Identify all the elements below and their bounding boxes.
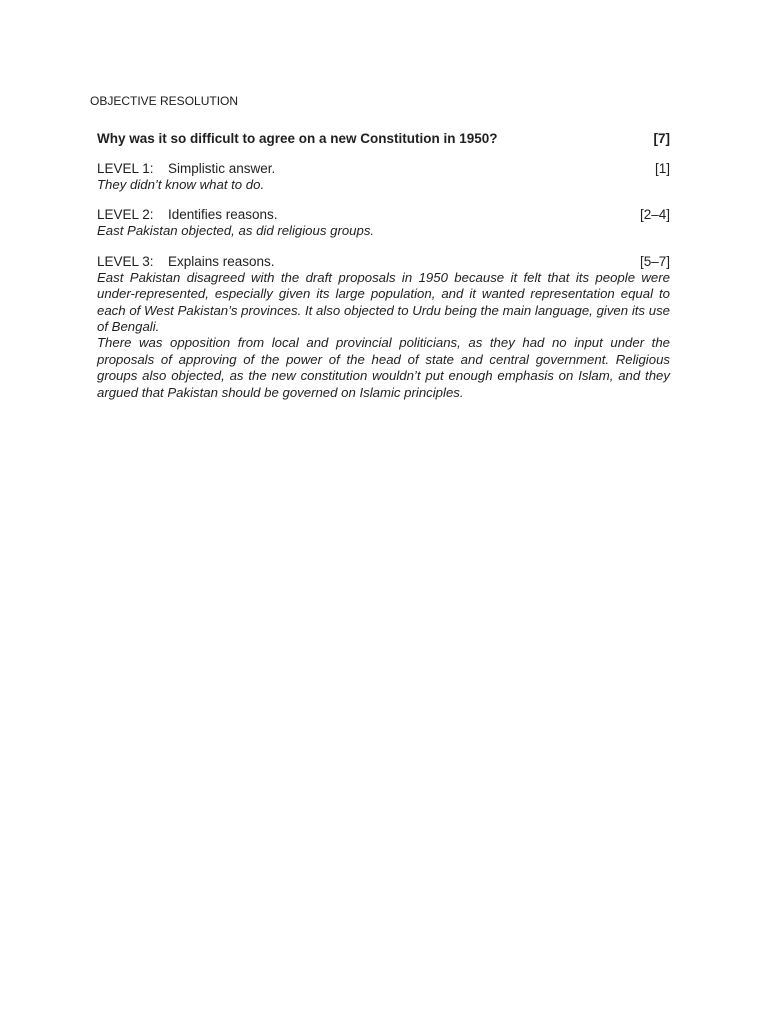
answer-paragraph: East Pakistan disagreed with the draft proposals in 1950 because it felt that its people were under-represented, especially given its large population, and it wanted representation equal to each of West Pakistan’s provinces. It also objected to Urdu being the main language, given its use of Bengali. [97, 269, 670, 335]
answer-paragraph: There was opposition from local and provincial politicians, as they had no input under the proposals of approving of the power of the head of state and central government. Religious groups also objected, as the new constitution wouldn’t put enough emphasis on Islam, and they argued that Pakistan should be governed on Islamic principles. [97, 335, 670, 400]
question-row [97, 130, 670, 148]
document-heading: OBJECTIVE RESOLUTION [90, 94, 239, 108]
level-label: LEVEL 2: [97, 207, 154, 223]
question-marks: [7] [653, 131, 670, 146]
level-1 [97, 160, 670, 193]
level-header [97, 160, 670, 177]
answer-paragraph: East Pakistan objected, as did religious groups. [97, 223, 375, 239]
level-answer [97, 270, 670, 401]
level-descriptor: Explains reasons. [168, 253, 275, 269]
question-text: Why was it so difficult to agree on a new Constitution in 1950? [97, 131, 498, 146]
level-answer [97, 223, 670, 239]
level-descriptor: Identifies reasons. [168, 207, 278, 223]
mark-scheme-image [97, 130, 670, 414]
level-label: LEVEL 3: [97, 253, 154, 269]
answer-paragraph: They didn’t know what to do. [97, 177, 265, 192]
level-label: LEVEL 1: [97, 161, 154, 176]
level-3 [97, 253, 670, 401]
level-marks: [5–7] [639, 253, 670, 269]
level-2 [97, 206, 670, 239]
level-marks: [2–4] [639, 207, 670, 223]
level-answer [97, 177, 670, 193]
level-descriptor: Simplistic answer. [168, 161, 276, 176]
level-header [97, 253, 670, 270]
level-header [97, 206, 670, 223]
level-marks: [1] [654, 161, 670, 176]
